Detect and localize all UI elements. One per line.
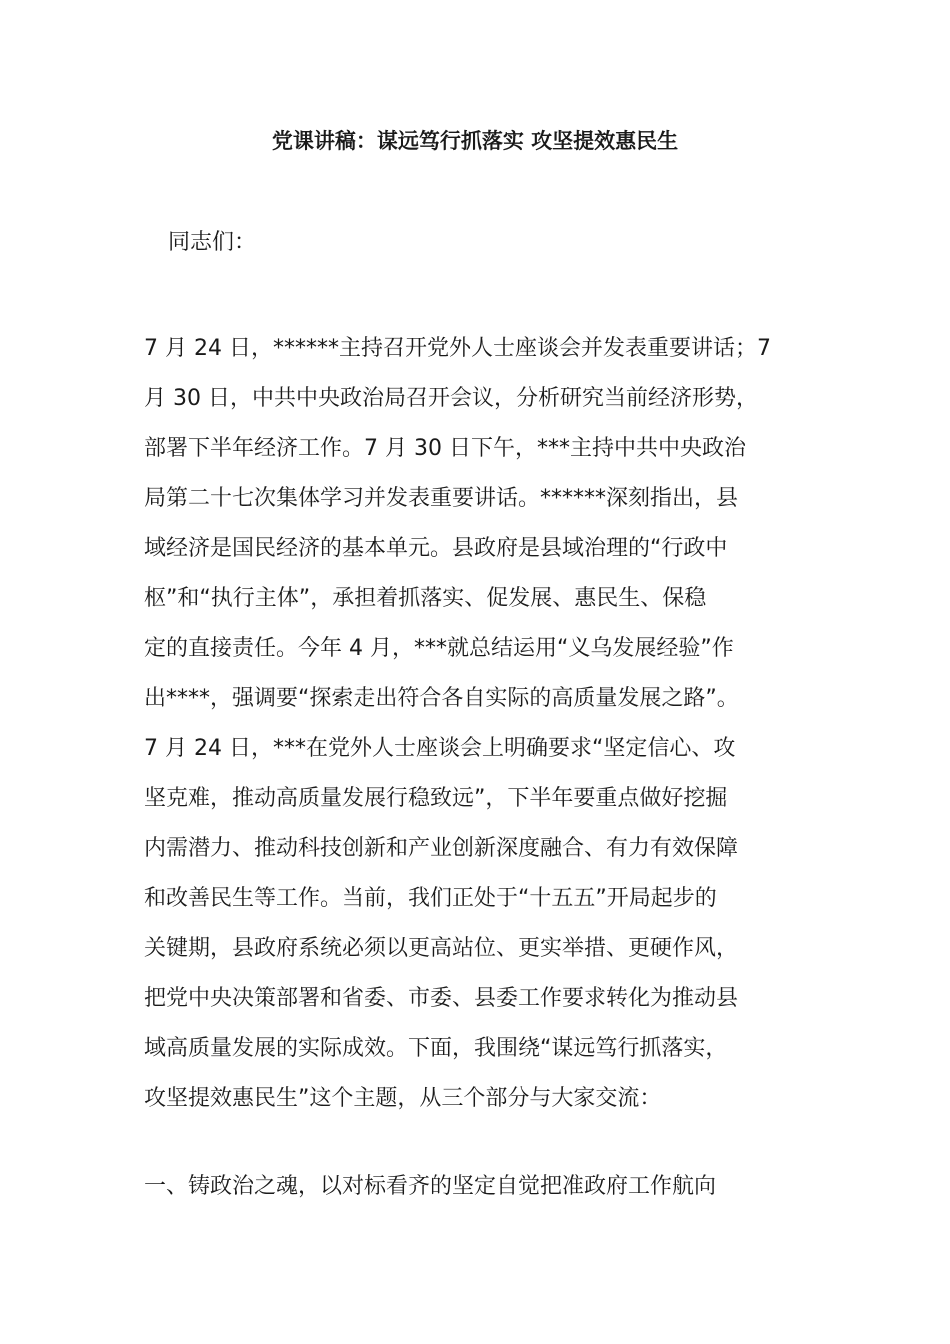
paragraph-line: 定的直接责任。今年 4 月，***就总结运用“义乌发展经验”作 — [144, 636, 734, 661]
paragraph-line: 域经济是国民经济的基本单元。县政府是县域治理的“行政中 — [144, 536, 728, 561]
section-heading: 一、铸政治之魂，以对标看齐的坚定自觉把准政府工作航向 — [144, 1174, 717, 1199]
document-title: 党课讲稿：谋远笃行抓落实 攻坚提效惠民生 — [271, 129, 679, 153]
paragraph-line: 7 月 24 日，******主持召开党外人士座谈会并发表重要讲话；7 — [144, 336, 771, 361]
paragraph-line: 攻坚提效惠民生”这个主题，从三个部分与大家交流： — [144, 1086, 662, 1111]
salutation: 同志们： — [168, 230, 257, 255]
paragraph-line: 局第二十七次集体学习并发表重要讲话。******深刻指出，县 — [144, 486, 739, 511]
paragraph-line: 和改善民生等工作。当前，我们正处于“十五五”开局起步的 — [144, 886, 717, 911]
paragraph-line: 枢”和“执行主体”，承担着抓落实、促发展、惠民生、保稳 — [144, 586, 707, 611]
paragraph-line: 部署下半年经济工作。7 月 30 日下午，***主持中共中央政治 — [144, 436, 746, 461]
paragraph-line: 月 30 日，中共中央政治局召开会议，分析研究当前经济形势， — [144, 386, 758, 411]
paragraph-line: 关键期，县政府系统必须以更高站位、更实举措、更硬作风， — [144, 936, 739, 961]
intro-paragraph — [144, 324, 824, 1124]
paragraph-line: 内需潜力、推动科技创新和产业创新深度融合、有力有效保障 — [144, 836, 739, 861]
paragraph-line: 把党中央决策部署和省委、市委、县委工作要求转化为推动县 — [144, 986, 739, 1011]
paragraph-line: 坚克难，推动高质量发展行稳致远”，下半年要重点做好挖掘 — [144, 786, 728, 811]
paragraph-line: 出****，强调要“探索走出符合各自实际的高质量发展之路”。 — [144, 686, 739, 711]
paragraph-line: 域高质量发展的实际成效。下面，我围绕“谋远笃行抓落实， — [144, 1036, 728, 1061]
paragraph-line: 7 月 24 日，***在党外人士座谈会上明确要求“坚定信心、攻 — [144, 736, 736, 761]
